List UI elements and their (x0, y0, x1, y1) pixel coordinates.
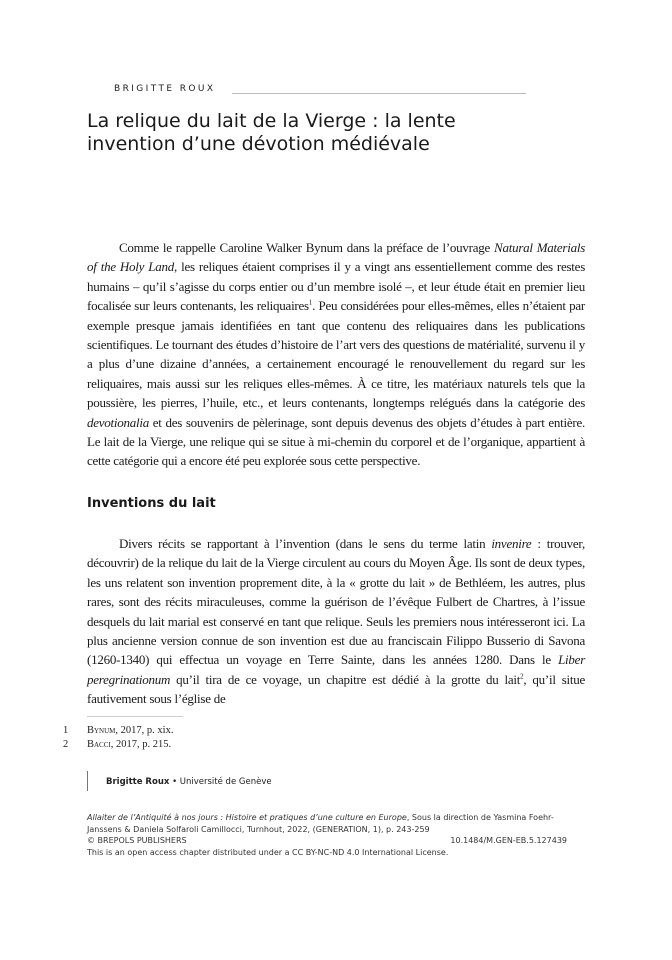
p1-text-c: . Peu considérées pour elles-mêmes, elles n’étaient par exemple presque jamais identifiées en tant que contenu des reliquaires dans les publications scientifiques. Le tournant des études d’histoire de l’art vers des questions de matérialité, survenu il y a plus d’une dizaine d’années, a certainement encouragé le renouvellement du regard sur les reliquaires, mais aussi sur les reliques elles-mêmes. À ce titre, les matériaux naturels tels que la poussière, les pierres, l’huile, etc., et leurs contenants, longtemps relégués dans la catégorie des (87, 298, 586, 411)
footnote-author: Bynum (87, 725, 116, 736)
running-author: BRIGITTE ROUX (114, 84, 216, 94)
affiliation-bar (87, 771, 88, 791)
colophon-license: This is an open access chapter distributed under a CC BY-NC-ND 4.0 International License. (87, 847, 449, 857)
paragraph-2 (87, 534, 585, 709)
p1-text-d: et des souvenirs de pèlerinage, sont depuis devenus des objets d’études à part entière. Le lait de la Vierge, une relique qui se situe à mi-chemin du corporel et de l’organique, appartient à cette catégorie qui a encore été peu explorée sous cette perspective. (87, 414, 585, 469)
footnote-author: Bacci (87, 739, 111, 750)
p1-italic-devotionalia: devotionalia (87, 414, 149, 430)
colophon (87, 812, 567, 858)
footnote-citation: , 2017, p. xix. (115, 725, 174, 736)
footnotes (63, 724, 173, 752)
title-line-2: invention d’une dévotion médiévale (87, 133, 430, 155)
p1-text-a: Comme le rappelle Caroline Walker Bynum dans la préface de l’ouvrage (119, 240, 495, 255)
affiliation-name: Brigitte Roux (106, 777, 170, 787)
colophon-publisher-row (87, 835, 567, 847)
footnote-2 (63, 738, 173, 752)
footnote-1 (63, 724, 173, 738)
p2-italic-invenire: invenire (491, 536, 532, 551)
footnote-rule (87, 716, 183, 717)
footnote-number: 1 (63, 725, 69, 736)
footnote-ref-2[interactable]: 2 (520, 672, 524, 681)
colophon-doi[interactable]: 10.1484/M.GEN-EB.5.127439 (450, 836, 567, 845)
colophon-details-2: Janssens & Daniela Solfaroli Camillocci, Turnhout, 2022, (GENERATION, 1), p. 243-259 (87, 824, 430, 834)
footnote-citation: , 2017, p. 215. (110, 739, 172, 750)
section-heading: Inventions du lait (87, 496, 216, 511)
chapter-title (87, 110, 507, 156)
p2-text-c: qu’il tira de ce voyage, un chapitre est dédié à la grotte du lait (170, 671, 521, 687)
colophon-book-title: Allaiter de l’Antiquité à nos jours : Histoire et pratiques d’une culture en Europe (87, 813, 407, 822)
footnote-number: 2 (63, 739, 69, 750)
header-rule (232, 93, 526, 94)
footnote-ref-1[interactable]: 1 (308, 298, 313, 307)
bullet-separator: • (172, 777, 178, 787)
p2-text-d: , qu’il situe fautivement sous l’église de (87, 671, 585, 707)
author-affiliation (106, 777, 272, 787)
p2-text-b: : trouver, découvrir) de la relique du lait de la Vierge circulent au cours du Moyen Âge. Ils sont de deux types, les uns relatent son invention proprement dite, à la « grotte du lait » de Bethléem, les autres, plus rares, sont des récits miraculeuses, comme la guérison de l’évêque Fulbert de Chartres, à l’issue desquels du lait marial est conservé en tant que relique. Seuls les premiers nous intéresseront ici. La plus ancienne version connue de son invention est due au franciscain Filippo Busserio di Savona (1260-1340) qui effectua un voyage en Terre Sainte, dans les années 1280. Dans le (87, 536, 585, 668)
p2-text-a: Divers récits se rapportant à l’invention (dans le sens du terme latin (119, 536, 492, 551)
p2-italic-liber: Liber peregrinationum (87, 652, 585, 687)
colophon-details-1: , Sous la direction de Yasmina Foehr- (406, 813, 554, 822)
affiliation-institution: Université de Genève (179, 777, 272, 787)
p1-text-b: , les reliques étaient comprises il y a vingt ans essentiellement comme des restes humains – qu’il s’agisse du corps entier ou d’un membre isolé –, et leur étude était en premier lieu focalisée sur leurs contenants, les reliquaires (87, 259, 585, 314)
p1-italic-book-title: Natural Materials of the Holy Land (87, 240, 585, 275)
title-line-1: La relique du lait de la Vierge : la lente (87, 110, 456, 132)
colophon-citation (87, 812, 567, 824)
paragraph-1 (87, 238, 585, 471)
colophon-publisher: © BREPOLS PUBLISHERS (87, 836, 187, 845)
